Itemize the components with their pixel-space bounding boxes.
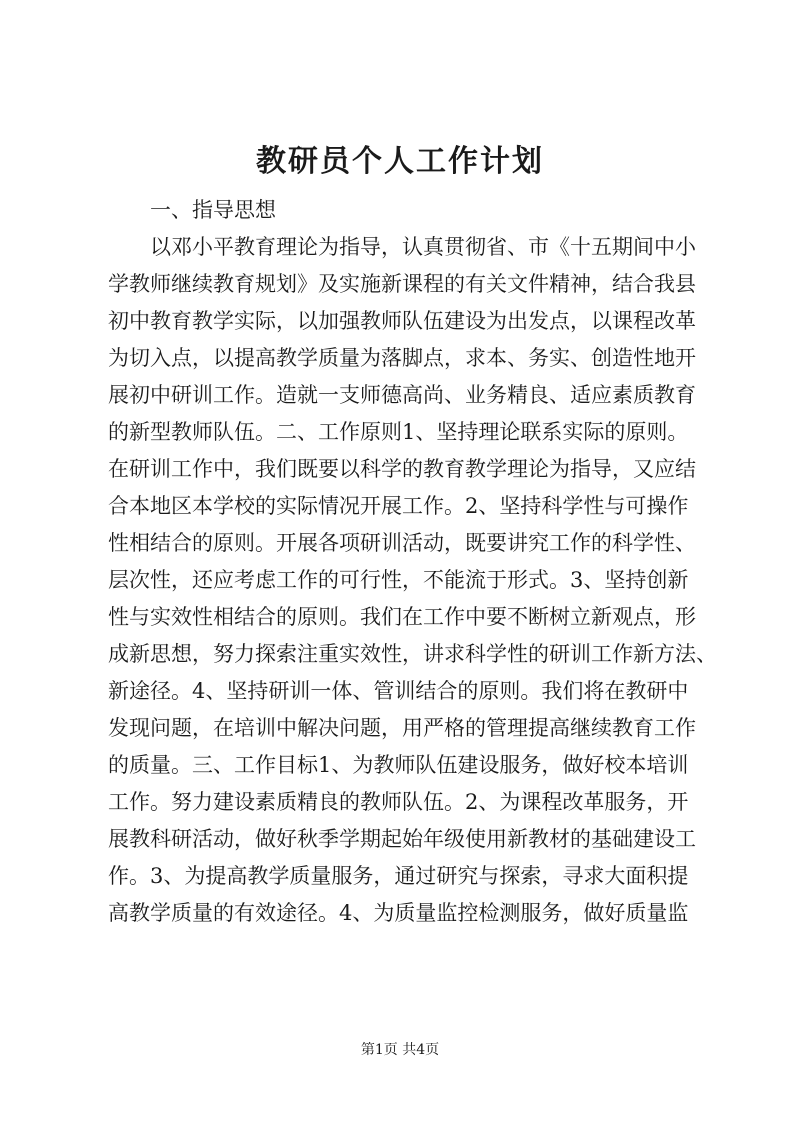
paragraph-line: 以邓小平教育理论为指导，认真贯彻省、市《十五期间中小 — [150, 235, 696, 259]
paragraph-line: 的质量。三、工作目标1、为教师队伍建设服务，做好校本培训 — [108, 753, 689, 777]
paragraph-line: 合本地区本学校的实际情况开展工作。2、坚持科学性与可操作 — [108, 494, 689, 518]
paragraph-line: 初中教育教学实际，以加强教师队伍建设为出发点，以课程改革 — [108, 309, 696, 333]
section-heading: 一、指导思想 — [150, 198, 276, 222]
paragraph-line: 作。3、为提高教学质量服务，通过研究与探索，寻求大面积提 — [108, 864, 689, 888]
paragraph-line: 发现问题，在培训中解决问题，用严格的管理提高继续教育工作 — [108, 716, 696, 740]
paragraph-line: 性相结合的原则。开展各项研训活动，既要讲究工作的科学性、 — [108, 531, 696, 555]
page-number-footer: 第1页 共4页 — [360, 1042, 440, 1058]
paragraph-line: 新途径。4、坚持研训一体、管训结合的原则。我们将在教研中 — [108, 679, 689, 703]
paragraph-line: 高教学质量的有效途径。4、为质量监控检测服务，做好质量监 — [108, 901, 689, 925]
paragraph-line: 层次性，还应考虑工作的可行性，不能流于形式。3、坚持创新 — [108, 568, 689, 592]
paragraph-line: 成新思想，努力探索注重实效性，讲求科学性的研训工作新方法、 — [108, 642, 717, 666]
paragraph-line: 工作。努力建设素质精良的教师队伍。2、为课程改革服务，开 — [108, 790, 689, 814]
document-body — [108, 192, 717, 932]
paragraph-line: 展教科研活动，做好秋季学期起始年级使用新教材的基础建设工 — [108, 827, 696, 851]
paragraph-line: 在研训工作中，我们既要以科学的教育教学理论为指导，又应结 — [108, 457, 696, 481]
document-title: 教研员个人工作计划 — [256, 144, 544, 179]
paragraph-line: 的新型教师队伍。二、工作原则1、坚持理论联系实际的原则。 — [108, 420, 689, 444]
paragraph-line: 展初中研训工作。造就一支师德高尚、业务精良、适应素质教育 — [108, 383, 696, 407]
paragraph-line: 学教师继续教育规划》及实施新课程的有关文件精神，结合我县 — [108, 272, 696, 296]
paragraph-line: 为切入点，以提高教学质量为落脚点，求本、务实、创造性地开 — [108, 346, 696, 370]
paragraph-line: 性与实效性相结合的原则。我们在工作中要不断树立新观点，形 — [108, 605, 696, 629]
